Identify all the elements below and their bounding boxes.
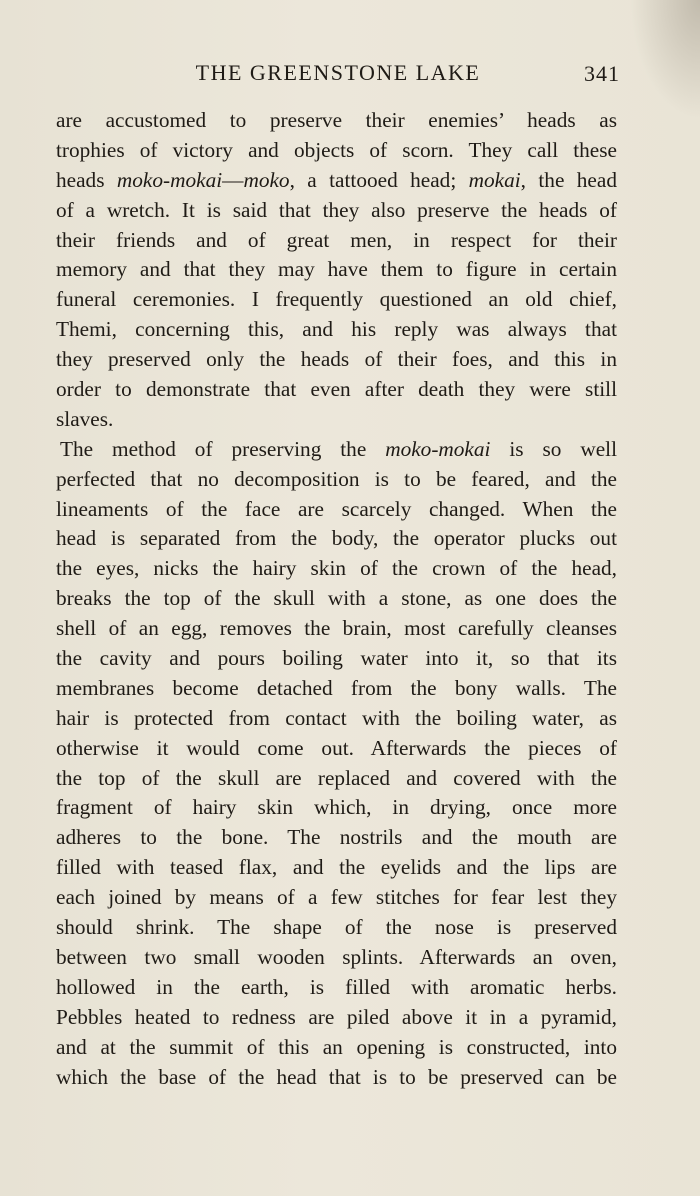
- text-line: of a wretch. It is said that they also preserve the heads of: [56, 197, 617, 222]
- text-line: they preserved only the heads of their foes, and this in: [56, 347, 617, 372]
- text-line: the eyes, nicks the hairy skin of the crown of the head,: [56, 556, 617, 581]
- text-line: are accustomed to preserve their enemies’ heads as: [56, 108, 617, 132]
- italic-term: mokai: [468, 167, 521, 192]
- text-line: heads moko-mokai—moko, a tattooed head; mokai, the head: [56, 167, 617, 192]
- text-line: head is separated from the body, the operator plucks out: [56, 526, 617, 551]
- text-line: and at the summit of this an opening is constructed, into: [56, 1034, 617, 1059]
- text-line: filled with teased flax, and the eyelids and the lips are: [56, 855, 617, 880]
- running-title: THE GREENSTONE LAKE: [195, 60, 481, 85]
- text-line: perfected that no decomposition is to be feared, and the: [56, 466, 617, 491]
- text-line: membranes become detached from the bony walls. The: [56, 675, 617, 700]
- italic-term: moko-mokai: [116, 167, 223, 192]
- italic-term: moko-mokai: [385, 436, 491, 461]
- page-number: 341: [584, 61, 620, 86]
- text-line: shell of an egg, removes the brain, most carefully cleanses: [56, 616, 617, 641]
- text-line: Pebbles heated to redness are piled above it in a pyramid,: [56, 1004, 617, 1029]
- body-text: [56, 106, 617, 1092]
- text-line: the top of the skull are replaced and covered with the: [56, 765, 617, 790]
- text-line: hollowed in the earth, is filled with aromatic herbs.: [56, 974, 617, 999]
- text-line: breaks the top of the skull with a stone, as one does the: [56, 586, 617, 611]
- page-header: [56, 58, 620, 88]
- text-line: adheres to the bone. The nostrils and the mouth are: [56, 825, 617, 850]
- text-line: should shrink. The shape of the nose is preserved: [56, 915, 617, 940]
- text-line: Themi, concerning this, and his reply was always that: [56, 317, 617, 342]
- page-corner-shadow: [630, 0, 700, 120]
- text-line: hair is protected from contact with the boiling water, as: [56, 705, 617, 730]
- text-line: trophies of victory and objects of scorn. They call these: [56, 137, 617, 162]
- text-line: order to demonstrate that even after death they were still: [56, 377, 617, 402]
- text-line: each joined by means of a few stitches for fear lest they: [56, 885, 617, 910]
- text-line: slaves.: [56, 406, 114, 431]
- text-line: between two small wooden splints. Afterwards an oven,: [56, 944, 617, 969]
- text-line: funeral ceremonies. I frequently questioned an old chief,: [56, 287, 617, 312]
- text-line: The method of preserving the moko-mokai is so well: [60, 436, 618, 461]
- italic-term: moko: [243, 167, 290, 192]
- text-line: which the base of the head that is to be preserved can be: [56, 1064, 617, 1089]
- text-line: their friends and of great men, in respect for their: [56, 227, 617, 252]
- text-line: fragment of hairy skin which, in drying, once more: [56, 795, 617, 820]
- text-line: the cavity and pours boiling water into it, so that its: [56, 646, 617, 671]
- text-line: otherwise it would come out. Afterwards the pieces of: [56, 735, 617, 760]
- text-line: lineaments of the face are scarcely changed. When the: [56, 496, 617, 521]
- text-line: memory and that they may have them to figure in certain: [56, 257, 617, 282]
